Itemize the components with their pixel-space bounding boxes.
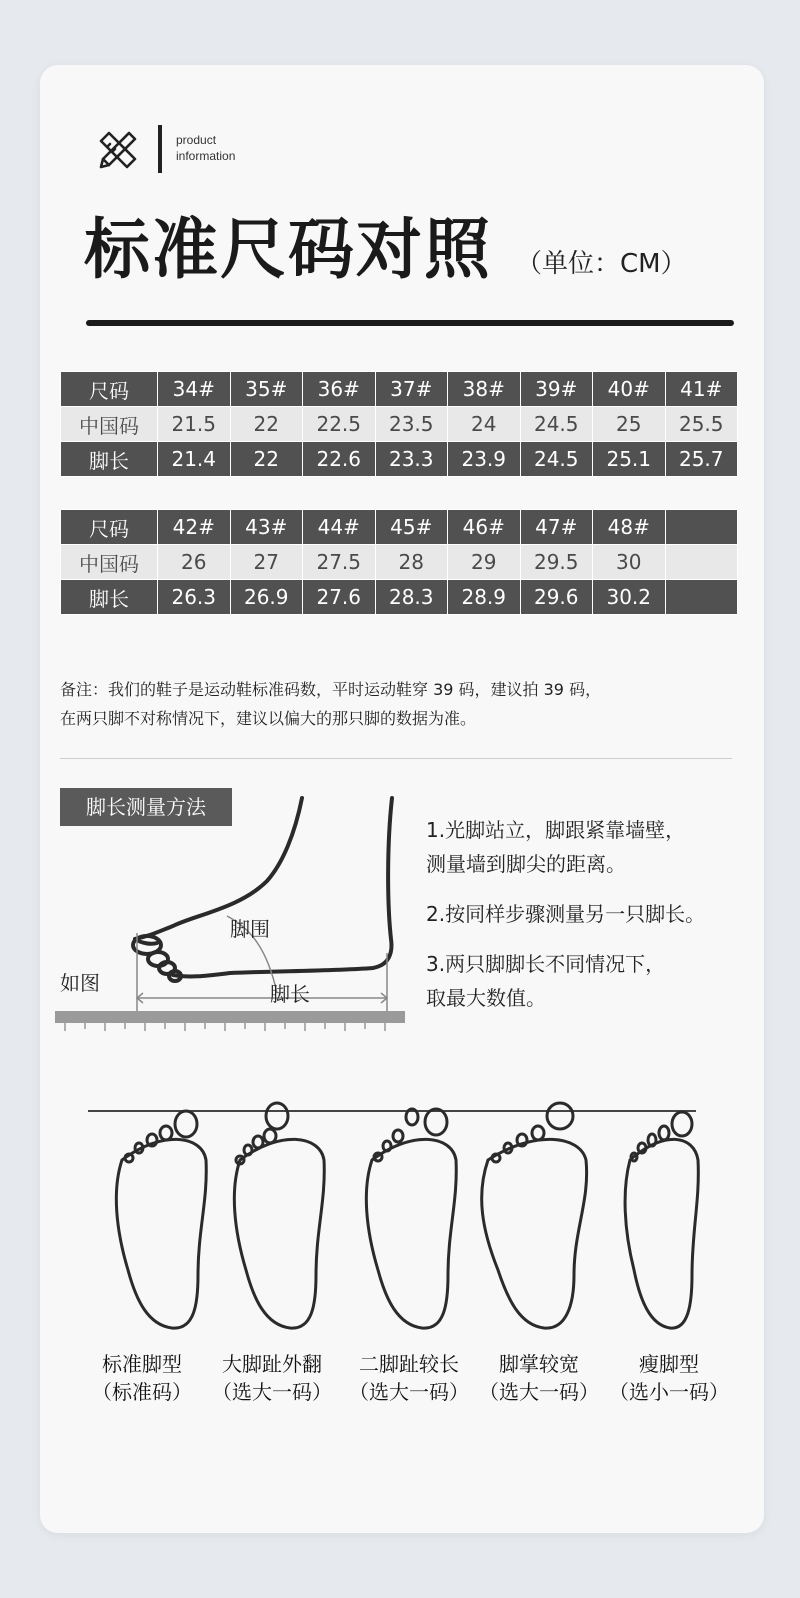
table-cell: 27.6	[303, 580, 376, 615]
table-cell: 29.5	[520, 545, 593, 580]
row-header: 中国码	[61, 407, 158, 442]
table-cell: 25.7	[665, 442, 738, 477]
unit-label: （单位：CM）	[516, 249, 687, 279]
section-divider	[60, 758, 732, 759]
size-table-2	[60, 509, 738, 615]
step-2: 2.按同样步骤测量另一只脚长。	[426, 902, 706, 926]
subtitle-line-1: product	[176, 133, 217, 147]
table-cell: 23.3	[375, 442, 448, 477]
info-card	[40, 65, 764, 1533]
table-cell: 46#	[448, 510, 521, 545]
table-row-china-size	[61, 545, 738, 580]
table-cell: 23.9	[448, 442, 521, 477]
table-cell	[665, 510, 738, 545]
foot-type-bunion: 大脚趾外翻 （选大一码）	[212, 1352, 332, 1404]
table-cell: 38#	[448, 372, 521, 407]
table-cell: 35#	[230, 372, 303, 407]
table-cell: 25.1	[593, 442, 666, 477]
table-cell: 29	[448, 545, 521, 580]
step-3: 3.两只脚脚长不同情况下， 取最大数值。	[426, 952, 666, 1010]
decor-dot	[696, 321, 701, 326]
table-cell: 29.6	[520, 580, 593, 615]
table-cell: 22.5	[303, 407, 376, 442]
table-cell: 30.2	[593, 580, 666, 615]
table-row-size	[61, 372, 738, 407]
table-cell: 44#	[303, 510, 376, 545]
table-cell: 42#	[158, 510, 231, 545]
subtitle-line-2: information	[176, 149, 236, 163]
measure-steps	[426, 813, 705, 1031]
table-cell: 30	[593, 545, 666, 580]
row-header: 尺码	[61, 510, 158, 545]
table-cell: 27.5	[303, 545, 376, 580]
row-header: 脚长	[61, 580, 158, 615]
table-cell: 28.3	[375, 580, 448, 615]
table-cell: 43#	[230, 510, 303, 545]
table-cell: 24.5	[520, 407, 593, 442]
table-cell: 22	[230, 442, 303, 477]
table-cell: 39#	[520, 372, 593, 407]
table-row-china-size	[61, 407, 738, 442]
table-cell: 21.4	[158, 442, 231, 477]
table-cell: 27	[230, 545, 303, 580]
table-cell: 48#	[593, 510, 666, 545]
title-underline	[86, 320, 734, 326]
table-cell: 24.5	[520, 442, 593, 477]
figure-label: 如图	[60, 971, 100, 995]
row-header: 中国码	[61, 545, 158, 580]
table-cell: 47#	[520, 510, 593, 545]
row-header: 脚长	[61, 442, 158, 477]
header-divider	[158, 125, 162, 173]
table-cell: 22	[230, 407, 303, 442]
table-cell: 23.5	[375, 407, 448, 442]
foot-type-wide: 脚掌较宽 （选大一码）	[479, 1352, 599, 1404]
foot-type-long-second-toe: 二脚趾较长 （选大一码）	[349, 1352, 469, 1404]
table-row-size	[61, 510, 738, 545]
table-row-foot-length	[61, 442, 738, 477]
table-cell: 22.6	[303, 442, 376, 477]
table-cell: 21.5	[158, 407, 231, 442]
table-cell: 40#	[593, 372, 666, 407]
header-subtitle	[176, 132, 235, 164]
table-cell	[665, 580, 738, 615]
table-cell: 25.5	[665, 407, 738, 442]
length-label: 脚长	[270, 982, 310, 1006]
table-cell: 36#	[303, 372, 376, 407]
size-table-1	[60, 371, 738, 477]
note-line-2: 在两只脚不对称情况下，建议以偏大的那只脚的数据为准。	[60, 709, 477, 728]
table-cell: 24	[448, 407, 521, 442]
girth-label: 脚围	[230, 917, 270, 941]
foot-types-illustration	[84, 1100, 724, 1340]
decor-dot	[706, 321, 711, 326]
row-header: 尺码	[61, 372, 158, 407]
method-title: 脚长测量方法	[60, 788, 232, 826]
table-cell: 37#	[375, 372, 448, 407]
table-row-foot-length	[61, 580, 738, 615]
foot-type-standard: 标准脚型 （标准码）	[92, 1352, 192, 1404]
table-cell: 26.3	[158, 580, 231, 615]
table-cell: 28.9	[448, 580, 521, 615]
table-cell: 25	[593, 407, 666, 442]
table-cell: 41#	[665, 372, 738, 407]
ruler-pencil-icon	[95, 127, 141, 173]
note-line-1: 备注：我们的鞋子是运动鞋标准码数，平时运动鞋穿 39 码，建议拍 39 码，	[60, 680, 602, 699]
table-cell: 28	[375, 545, 448, 580]
step-1: 1.光脚站立，脚跟紧靠墙壁， 测量墙到脚尖的距离。	[426, 818, 686, 876]
table-cell	[665, 545, 738, 580]
table-cell: 45#	[375, 510, 448, 545]
table-cell: 26	[158, 545, 231, 580]
foot-type-slim: 瘦脚型 （选小一码）	[609, 1352, 729, 1404]
page-title: 标准尺码对照	[84, 211, 492, 288]
table-cell: 26.9	[230, 580, 303, 615]
table-cell: 34#	[158, 372, 231, 407]
size-note	[60, 675, 750, 733]
